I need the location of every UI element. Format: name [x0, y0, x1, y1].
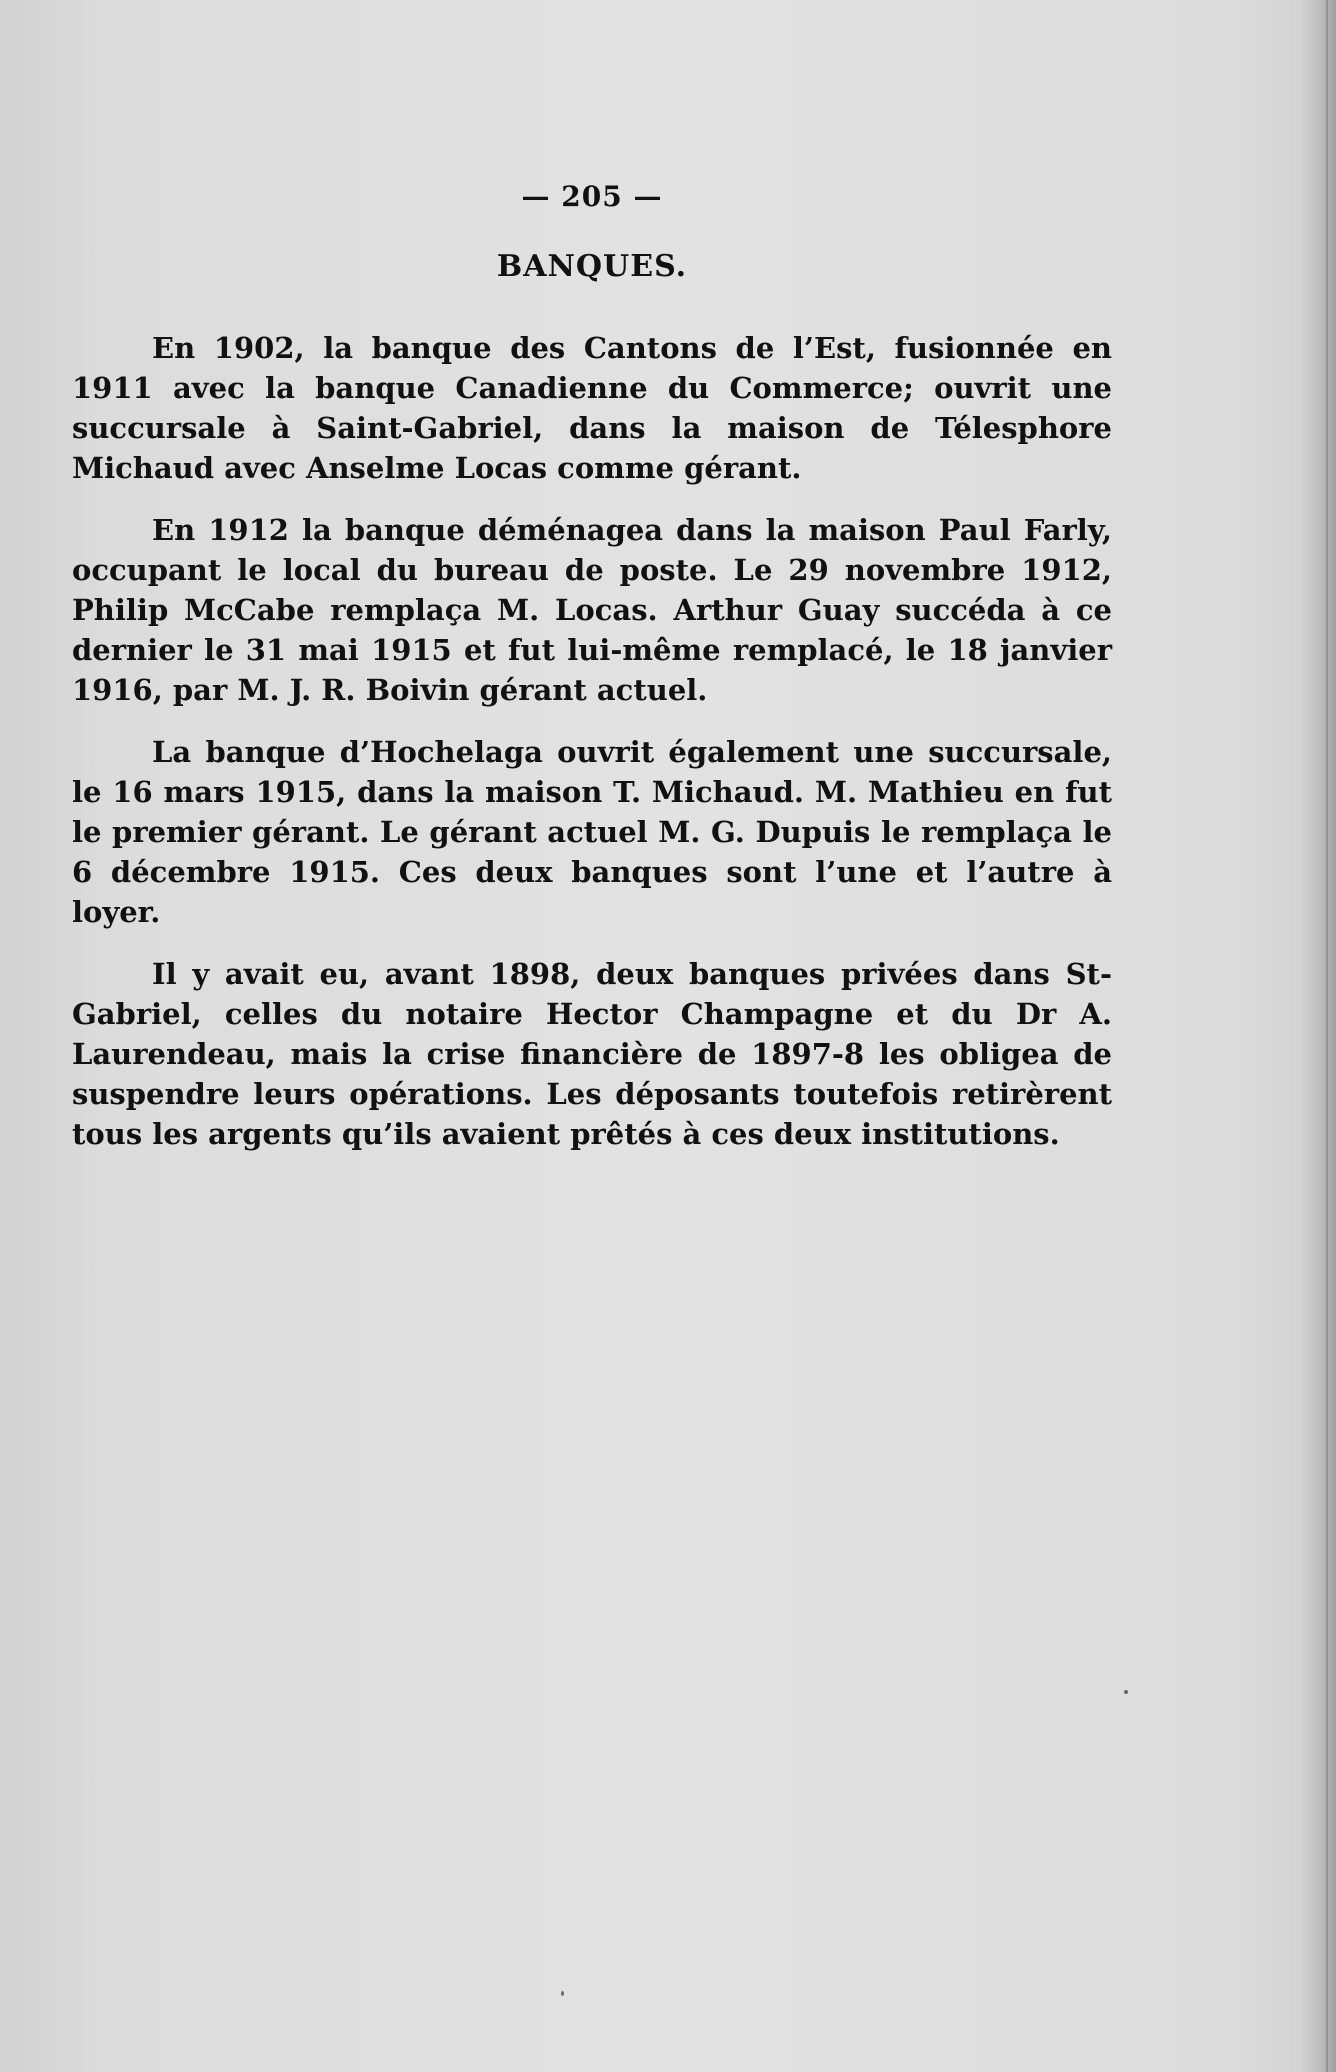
page-content [72, 180, 1112, 1176]
page-edge-shadow [1302, 0, 1336, 2072]
ink-speck [1124, 1690, 1128, 1694]
paragraph-2: En 1912 la banque déménagea dans la maison Paul Farly, occupant le local du bureau de poste. Le 29 novembre 1912, Philip McCabe remplaça M. Locas. Arthur Guay succéda à ce dernier le 31 mai 1915 et fut lui-même remplacé, le 18 janvier 1916, par M. J. R. Boivin gérant actuel. [72, 513, 1112, 707]
paragraph-3: La banque d’Hochelaga ouvrit également une succursale, le 16 mars 1915, dans la maison T. Michaud. M. Mathieu en fut le premier gérant. Le gérant actuel M. G. Dupuis le remplaça le 6 décembre 1915. Ces deux banques sont l’une et l’autre à loyer. [72, 735, 1112, 929]
paragraph-1: En 1902, la banque des Cantons de l’Est, fusionnée en 1911 avec la banque Canadienne du Commerce; ouvrit une succursale à Saint-Gabriel, dans la maison de Télesphore Michaud avec Anselme Locas comme gérant. [72, 331, 1112, 485]
section-title: BANQUES. [496, 249, 688, 284]
page-number: — 205 — [521, 180, 663, 213]
ink-speck [561, 1991, 564, 1996]
paragraph-4: Il y avait eu, avant 1898, deux banques privées dans St-Gabriel, celles du notaire Hector Champagne et du Dr A. Laurendeau, mais la crise financière de 1897-8 les obligea de suspendre leurs opérations. Les déposants toutefois retirèrent tous les argents qu’ils avaient prêtés à ces deux institutions. [72, 957, 1112, 1151]
